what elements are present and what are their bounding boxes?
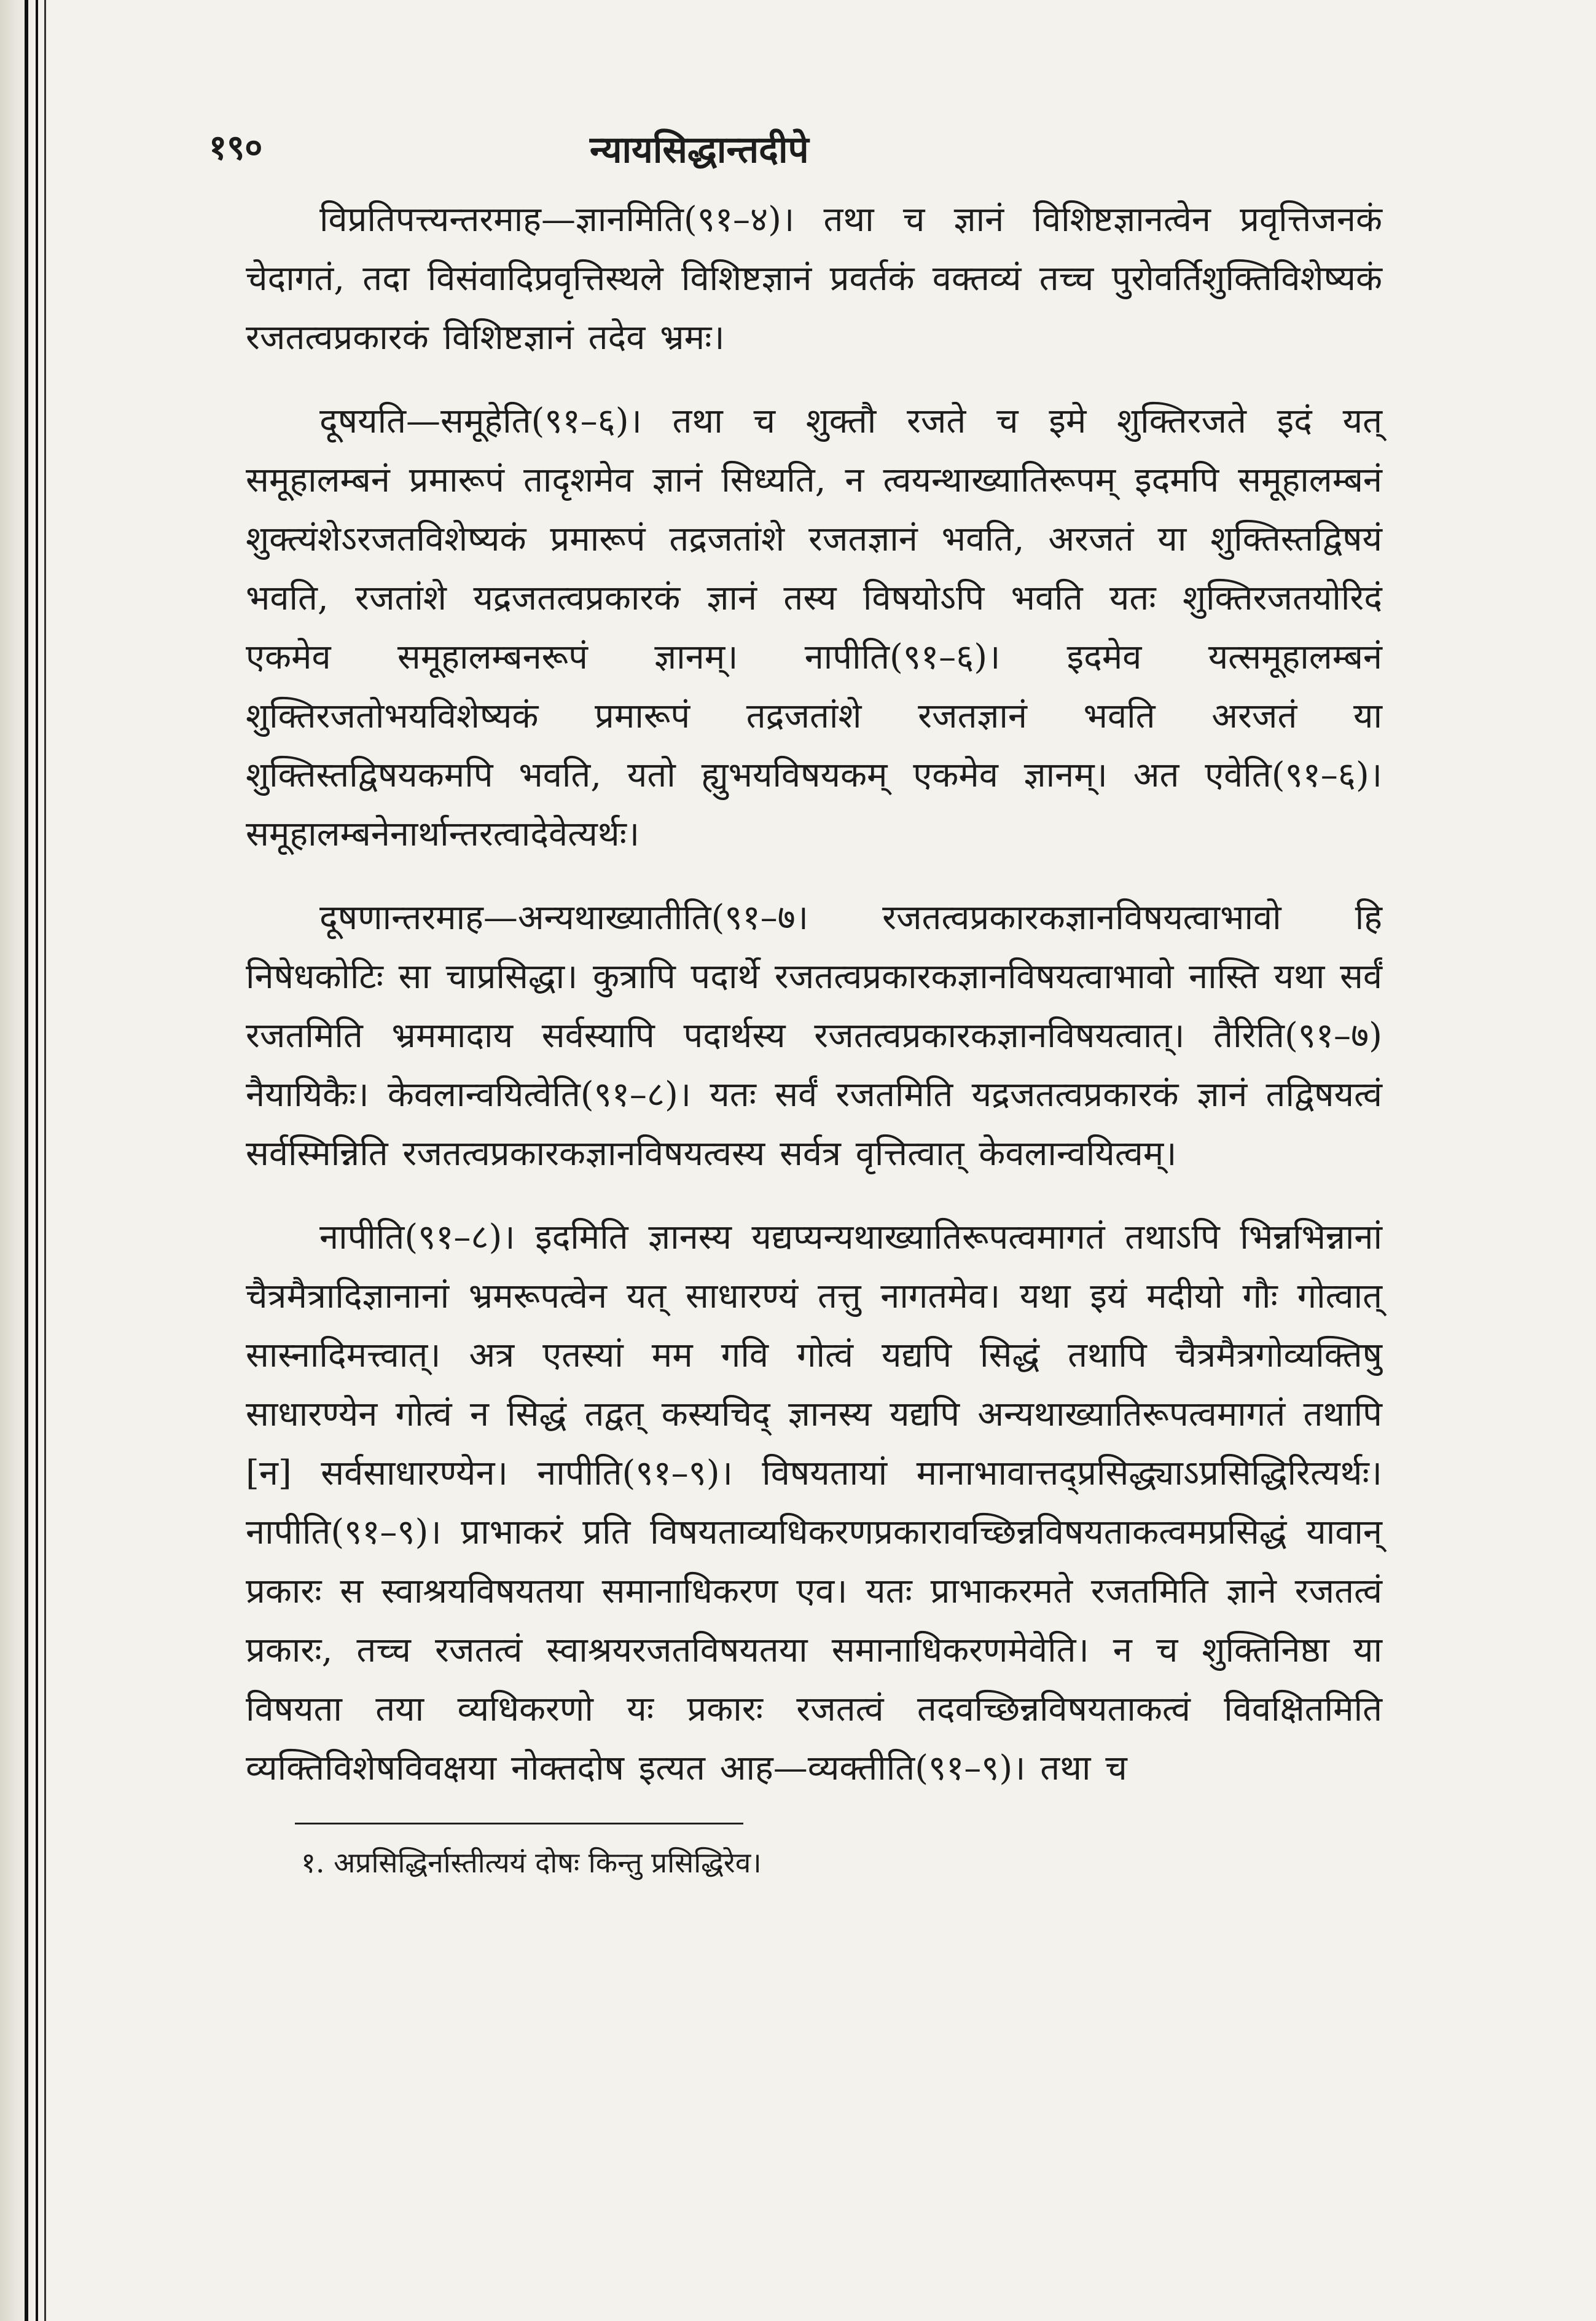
- page-header: [209, 104, 1382, 190]
- page-number: १९०: [209, 127, 263, 168]
- paragraph: नापीति(९१–८)। इदमिति ज्ञानस्य यद्यप्यन्यथाख्यातिरूपत्वमागतं तथाऽपि भिन्नभिन्नानां चैत्रमैत्रादिज्ञानानां भ्रमरूपत्वेन यत् साधारण्यं तत्तु नागतमेव। यथा इयं मदीयो गौः गोत्वात् सास्नादिमत्त्वात्। अत्र एतस्यां मम गवि गोत्वं यद्यपि सिद्धं तथापि चैत्रमैत्रगोव्यक्तिषु साधारण्येन गोत्वं न सिद्धं तद्वत् कस्यचिद् ज्ञानस्य यद्यपि अन्यथाख्यातिरूपत्वमागतं तथापि [न] सर्वसाधारण्येन। नापीति(९१–९)। विषयतायां मानाभावात्तद्प्रसिद्ध्याऽप्रसिद्धिरित्यर्थः। नापीति(९१–९)। प्राभाकरं प्रति विषयताव्यधिकरणप्रकारावच्छिन्नविषयताकत्वमप्रसिद्धं यावान् प्रकारः स स्वाश्रयविषयतया समानाधिकरण एव। यतः प्राभाकरमते रजतमिति ज्ञाने रजतत्वं प्रकारः, तच्च रजतत्वं स्वाश्रयरजतविषयतया समानाधिकरणमेवेति। न च शुक्तिनिष्ठा या विषयता तया व्यधिकरणो यः प्रकारः रजतत्वं तदवच्छिन्नविषयताकत्वं विवक्षितमिति व्यक्तिविशेषविवक्षया नोक्तदोष इत्यत आह—व्यक्तीति(९१–९)। तथा च: [246, 1217, 1382, 1788]
- footnote-divider: [295, 1823, 743, 1824]
- book-page: [209, 104, 1383, 2206]
- binding-line: [44, 0, 46, 2321]
- paragraph: दूषयति—समूहेति(९१–६)। तथा च शुक्तौ रजते च इमे शुक्तिरजते इदं यत् समूहालम्बनं प्रमारूपं तादृशमेव ज्ञानं सिध्यति, न त्वयन्थाख्यातिरूपम् इदमपि समूहालम्बनं शुक्त्यंशेऽरजतविशेष्यकं प्रमारूपं तद्रजतांशे रजतज्ञानं भवति, अरजतं या शुक्तिस्तद्विषयं भवति, रजतांशे यद्रजतत्वप्रकारकं ज्ञानं तस्य विषयोऽपि भवति यतः शुक्तिरजतयोरिदं एकमेव समूहालम्बनरूपं ज्ञानम्। नापीति(९१–६)। इदमेव यत्समूहालम्बनं शुक्तिरजतोभयविशेष्यकं प्रमारूपं तद्रजतांशे रजतज्ञानं भवति अरजतं या शुक्तिस्तद्विषयकमपि भवति, यतो ह्युभयविषयकम् एकमेव ज्ञानम्। अत एवेति(९१–६)। समूहालम्बनेनार्थान्तरत्वादेवेत्यर्थः।: [246, 401, 1383, 854]
- binding-line: [36, 0, 38, 2321]
- paragraph: विप्रतिपत्त्यन्तरमाह—ज्ञानमिति(९१–४)। तथा च ज्ञानं विशिष्टज्ञानत्वेन प्रवृत्तिजनकं चेदागतं, तदा विसंवादिप्रवृत्तिस्थले विशिष्टज्ञानं प्रवर्तकं वक्तव्यं तच्च पुरोवर्तिशुक्तिविशेष्यकं रजतत्वप्रकारकं विशिष्टज्ञानं तदेव भ्रमः।: [246, 200, 1382, 358]
- footnote: १. अप्रसिद्धिर्नास्तीत्ययं दोषः किन्तु प्रसिद्धिरेव।: [301, 1846, 762, 1879]
- binding-line: [25, 0, 28, 2321]
- paragraph: दूषणान्तरमाह—अन्यथाख्यातीति(९१–७। रजतत्वप्रकारकज्ञानविषयत्वाभावो हि निषेधकोटिः सा चाप्रसिद्धा। कुत्रापि पदार्थे रजतत्वप्रकारकज्ञानविषयत्वाभावो नास्ति यथा सर्वं रजतमिति भ्रममादाय सर्वस्यापि पदार्थस्य रजतत्वप्रकारकज्ञानविषयत्वात्। तैरिति(९१–७) नैयायिकैः। केवलान्वयित्वेति(९१–८)। यतः सर्वं रजतमिति यद्रजतत्वप्रकारकं ज्ञानं तद्विषयत्वं सर्वस्मिन्निति रजतत्वप्रकारकज्ञानविषयत्वस्य सर्वत्र वृत्तित्वात् केवलान्वयित्वम्।: [246, 898, 1382, 1174]
- running-title: न्यायसिद्धान्तदीपे: [590, 128, 809, 171]
- book-binding-edge: [0, 0, 61, 2321]
